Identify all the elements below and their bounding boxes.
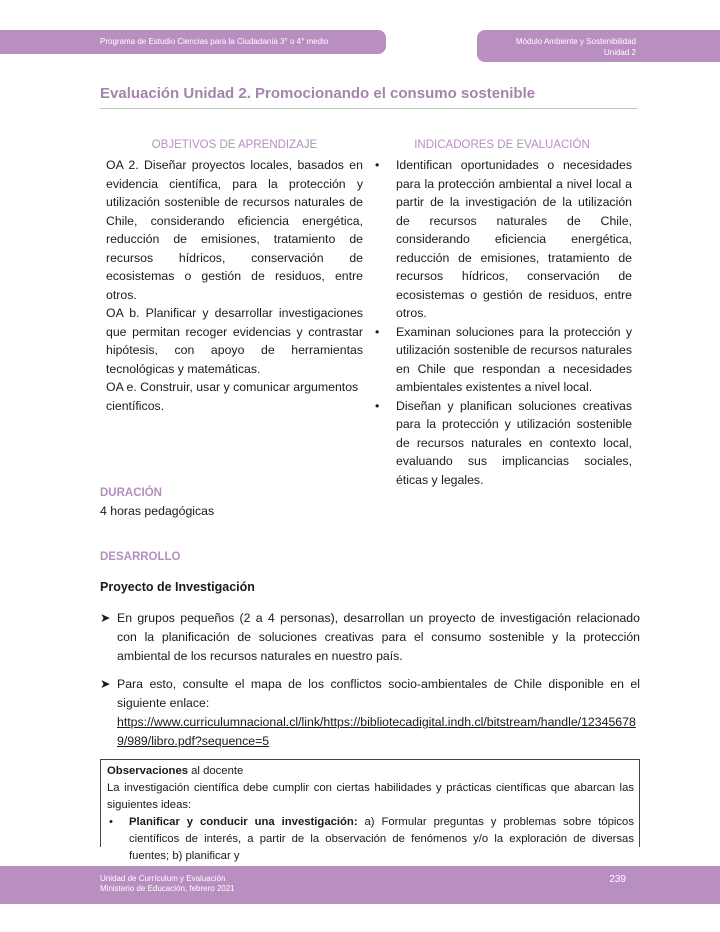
development-bullet-text — [100, 675, 640, 751]
header-module-bar — [477, 30, 720, 62]
development-label: DESARROLLO — [100, 551, 181, 563]
indicators-heading: INDICADORES DE EVALUACIÓN — [414, 139, 590, 151]
duration-value: 4 horas pedagógicas — [100, 504, 215, 518]
notes-item-text: a) Formular preguntas y problemas sobre tópicos científicos de interés, a partir de la observación de fenómenos y/o la exploración de diversas fuentes; b) planificar y — [129, 816, 634, 862]
notes-item-title: Planificar y conducir una investigación: — [129, 816, 358, 828]
development-bullet — [100, 609, 640, 666]
indicator-item: • Diseñan y planifican soluciones creativas para la protección y utilización sostenible de recursos naturales en contexto local, evaluando sus implicancias sociales, éticas y legales. — [372, 397, 632, 490]
footer-unit: Unidad de Currículum y Evaluación — [100, 874, 226, 883]
notes-intro: La investigación científica debe cumplir con ciertas habilidades y prácticas científicas que abarcan las siguientes ideas: — [107, 782, 634, 811]
project-subtitle: Proyecto de Investigación — [100, 580, 255, 594]
notes-title: Observaciones — [107, 765, 189, 777]
header-unit-label: Unidad 2 — [603, 48, 636, 57]
objectives-heading: OBJETIVOS DE APRENDIZAJE — [151, 139, 318, 151]
bullet-icon: • — [109, 816, 113, 828]
conflicts-map-link[interactable]: https://www.curriculumnacional.cl/link/https://bibliotecadigital.indh.cl/bitstream/handle/123456789/989/libro.pdf?sequence=5 — [117, 715, 636, 748]
objective-item: OA b. Planificar y desarrollar investigaciones que permitan recoger evidencias y contrastar hipótesis, con apoyo de herramientas tecnológicas y matemáticas. — [106, 306, 363, 376]
arrow-bullet-icon: ➤ — [100, 611, 111, 625]
header-program-title: Programa de Estudio Ciencias para la Ciudadanía 3° o 4° medio — [100, 37, 329, 46]
footer-ministry: Ministerio de Educación, febrero 2021 — [100, 884, 235, 893]
teacher-notes-box — [100, 759, 640, 862]
header-program-bar — [0, 30, 386, 54]
notes-title-rest: al docente — [188, 765, 244, 777]
duration-label: DURACIÓN — [100, 487, 162, 499]
link-intro-text: Para esto, consulte el mapa de los conflictos socio-ambientales de Chile disponible en el siguiente enlace: — [117, 677, 640, 710]
indicator-item: • Examinan soluciones para la protección y utilización sostenible de recursos naturales en Chile que respondan a necesidades ambientales existentes a nivel local. — [372, 323, 632, 397]
objectives-list — [106, 156, 363, 415]
development-bullet — [100, 675, 640, 751]
header-module-name: Módulo Ambiente y Sostenibilidad — [515, 37, 636, 46]
indicator-item: • Identifican oportunidades o necesidades para la protección ambiental a nivel local a partir de la investigación de la utilización de recursos naturales de Chile, considerando eficiencia energética, reducción de emisiones, tratamiento de recursos hídricos, conservación de ecosistemas o gestión de residuos, entre otros. — [372, 156, 632, 323]
arrow-bullet-icon: ➤ — [100, 677, 111, 691]
indicators-list — [372, 156, 632, 489]
objective-item: OA 2. Diseñar proyectos locales, basados en evidencia científica, para la protección y utilización sostenible de recursos naturales de Chile, considerando eficiencia energética, reducción de emisiones, tratamiento de recursos hídricos, conservación de ecosistemas o gestión de residuos, entre otros. — [106, 158, 363, 302]
page-footer — [0, 866, 720, 904]
page-number: 239 — [609, 874, 626, 885]
notes-item — [107, 814, 634, 865]
page-title: Evaluación Unidad 2. Promocionando el consumo sostenible — [100, 85, 638, 109]
development-bullet-text: En grupos pequeños (2 a 4 personas), desarrollan un proyecto de investigación relacionado con la planificación de soluciones creativas para el consumo sostenible y la protección ambiental de los recursos naturales en nuestro país. — [117, 611, 640, 663]
objective-item: OA e. Construir, usar y comunicar argumentos científicos. — [106, 380, 359, 413]
